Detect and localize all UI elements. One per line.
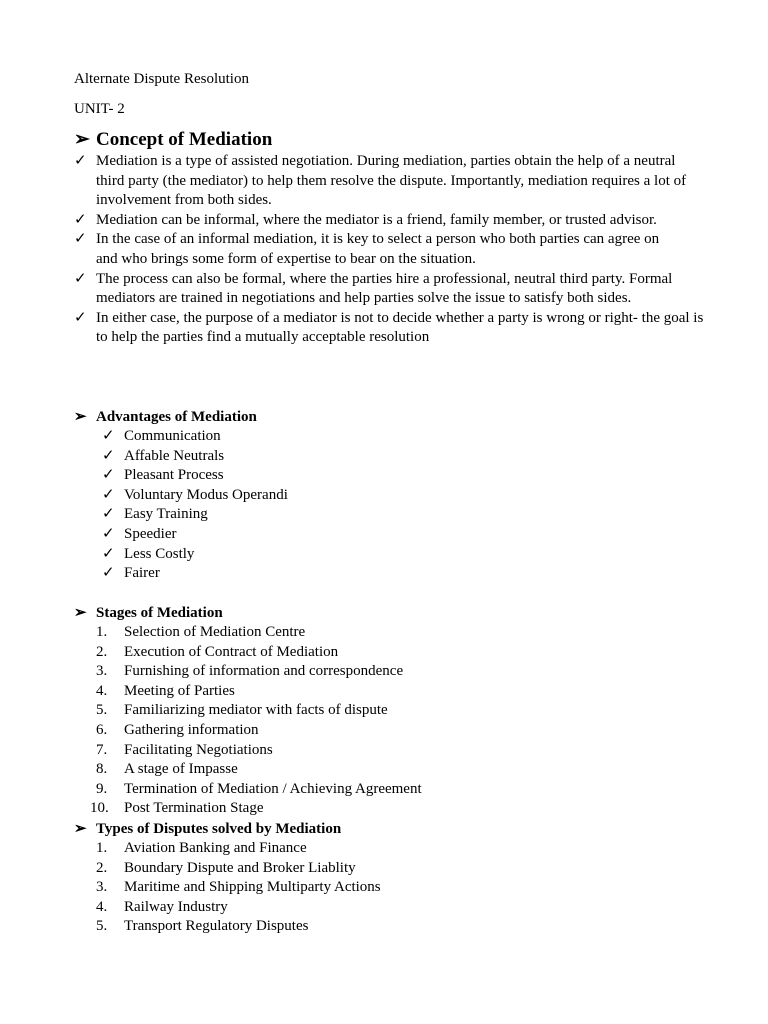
list-item: 8. A stage of Impasse — [96, 761, 238, 778]
checkmark-icon: ✓ — [102, 486, 115, 503]
list-item: ✓ Mediation can be informal, where the mediator is a friend, family member, or trusted advisor. — [74, 211, 676, 231]
arrow-bullet-icon: ➢ — [74, 821, 87, 837]
list-item: 2. Boundary Dispute and Broker Liablity — [96, 859, 356, 876]
list-item: 7. Facilitating Negotiations — [96, 741, 273, 758]
concept-points — [74, 152, 714, 348]
list-item: 6. Gathering information — [96, 721, 259, 738]
list-item: ✓ Mediation is a type of assisted negotiation. During mediation, parties obtain the help of a neutral third party (the mediator) to help them resolve the dispute. Importantly, mediation requires a lot of involvement from both sides. — [74, 153, 687, 209]
list-item: ✓ In either case, the purpose of a mediator is not to decide whether a party is wrong or right- the goal is to help the parties find a mutually acceptable resolution — [74, 309, 704, 346]
checkmark-icon: ✓ — [102, 428, 115, 444]
stages-list — [90, 623, 422, 819]
list-item: ✓ Communication — [102, 427, 288, 447]
list-item: 1. Selection of Mediation Centre — [96, 624, 306, 640]
checkmark-icon: ✓ — [102, 506, 115, 523]
list-item: ✓ The process can also be formal, where the parties hire a professional, neutral third party. Formal mediators are trained in negotiations and help parties solve the issue to satisfy both sides. — [74, 270, 673, 307]
list-item: ✓ Speedier — [102, 525, 288, 545]
concept-heading-text: Concept of Mediation — [96, 129, 273, 150]
types-list — [96, 839, 381, 937]
list-item: ✓ Voluntary Modus Operandi — [102, 486, 288, 506]
list-item: 2. Execution of Contract of Mediation — [96, 643, 339, 660]
list-item: ✓ In the case of an informal mediation, it is key to select a person who both parties can agree on and who brings some form of expertise to bear on the situation. — [74, 231, 660, 267]
checkmark-icon: ✓ — [74, 211, 87, 228]
arrow-bullet-icon: ➢ — [74, 409, 87, 425]
checkmark-icon: ✓ — [74, 309, 87, 326]
types-heading — [74, 820, 341, 839]
advantages-list — [102, 427, 288, 584]
unit-label: UNIT- 2 — [74, 101, 125, 117]
list-item: 9. Termination of Mediation / Achieving Agreement — [96, 780, 422, 797]
list-item: 5. Transport Regulatory Disputes — [96, 918, 309, 935]
list-item: ✓ Pleasant Process — [102, 466, 288, 486]
advantages-heading-text: Advantages of Mediation — [96, 409, 257, 425]
checkmark-icon: ✓ — [102, 447, 115, 464]
list-item: 10. Post Termination Stage — [90, 800, 264, 817]
list-item: 1. Aviation Banking and Finance — [96, 840, 307, 856]
list-item: ✓ Affable Neutrals — [102, 447, 288, 467]
list-item: 4. Meeting of Parties — [96, 682, 235, 699]
stages-heading — [74, 604, 223, 623]
concept-heading — [74, 129, 272, 151]
course-title: Alternate Dispute Resolution — [74, 71, 249, 87]
list-item: 3. Furnishing of information and correspondence — [96, 663, 404, 680]
arrow-bullet-icon: ➢ — [74, 605, 87, 621]
list-item: ✓ Easy Training — [102, 505, 288, 525]
checkmark-icon: ✓ — [74, 153, 87, 169]
checkmark-icon: ✓ — [102, 545, 115, 562]
list-item: 4. Railway Industry — [96, 898, 228, 915]
list-item: 3. Maritime and Shipping Multiparty Actions — [96, 879, 381, 896]
arrow-bullet-icon: ➢ — [74, 129, 90, 150]
checkmark-icon: ✓ — [74, 270, 87, 287]
checkmark-icon: ✓ — [102, 565, 115, 582]
types-heading-text: Types of Disputes solved by Mediation — [96, 821, 342, 837]
stages-heading-text: Stages of Mediation — [96, 605, 223, 621]
checkmark-icon: ✓ — [102, 525, 115, 542]
checkmark-icon: ✓ — [74, 231, 87, 248]
list-item: ✓ Fairer — [102, 564, 288, 584]
checkmark-icon: ✓ — [102, 467, 115, 484]
advantages-heading — [74, 408, 257, 427]
list-item: 5. Familiarizing mediator with facts of dispute — [96, 702, 388, 719]
list-item: ✓ Less Costly — [102, 545, 288, 565]
